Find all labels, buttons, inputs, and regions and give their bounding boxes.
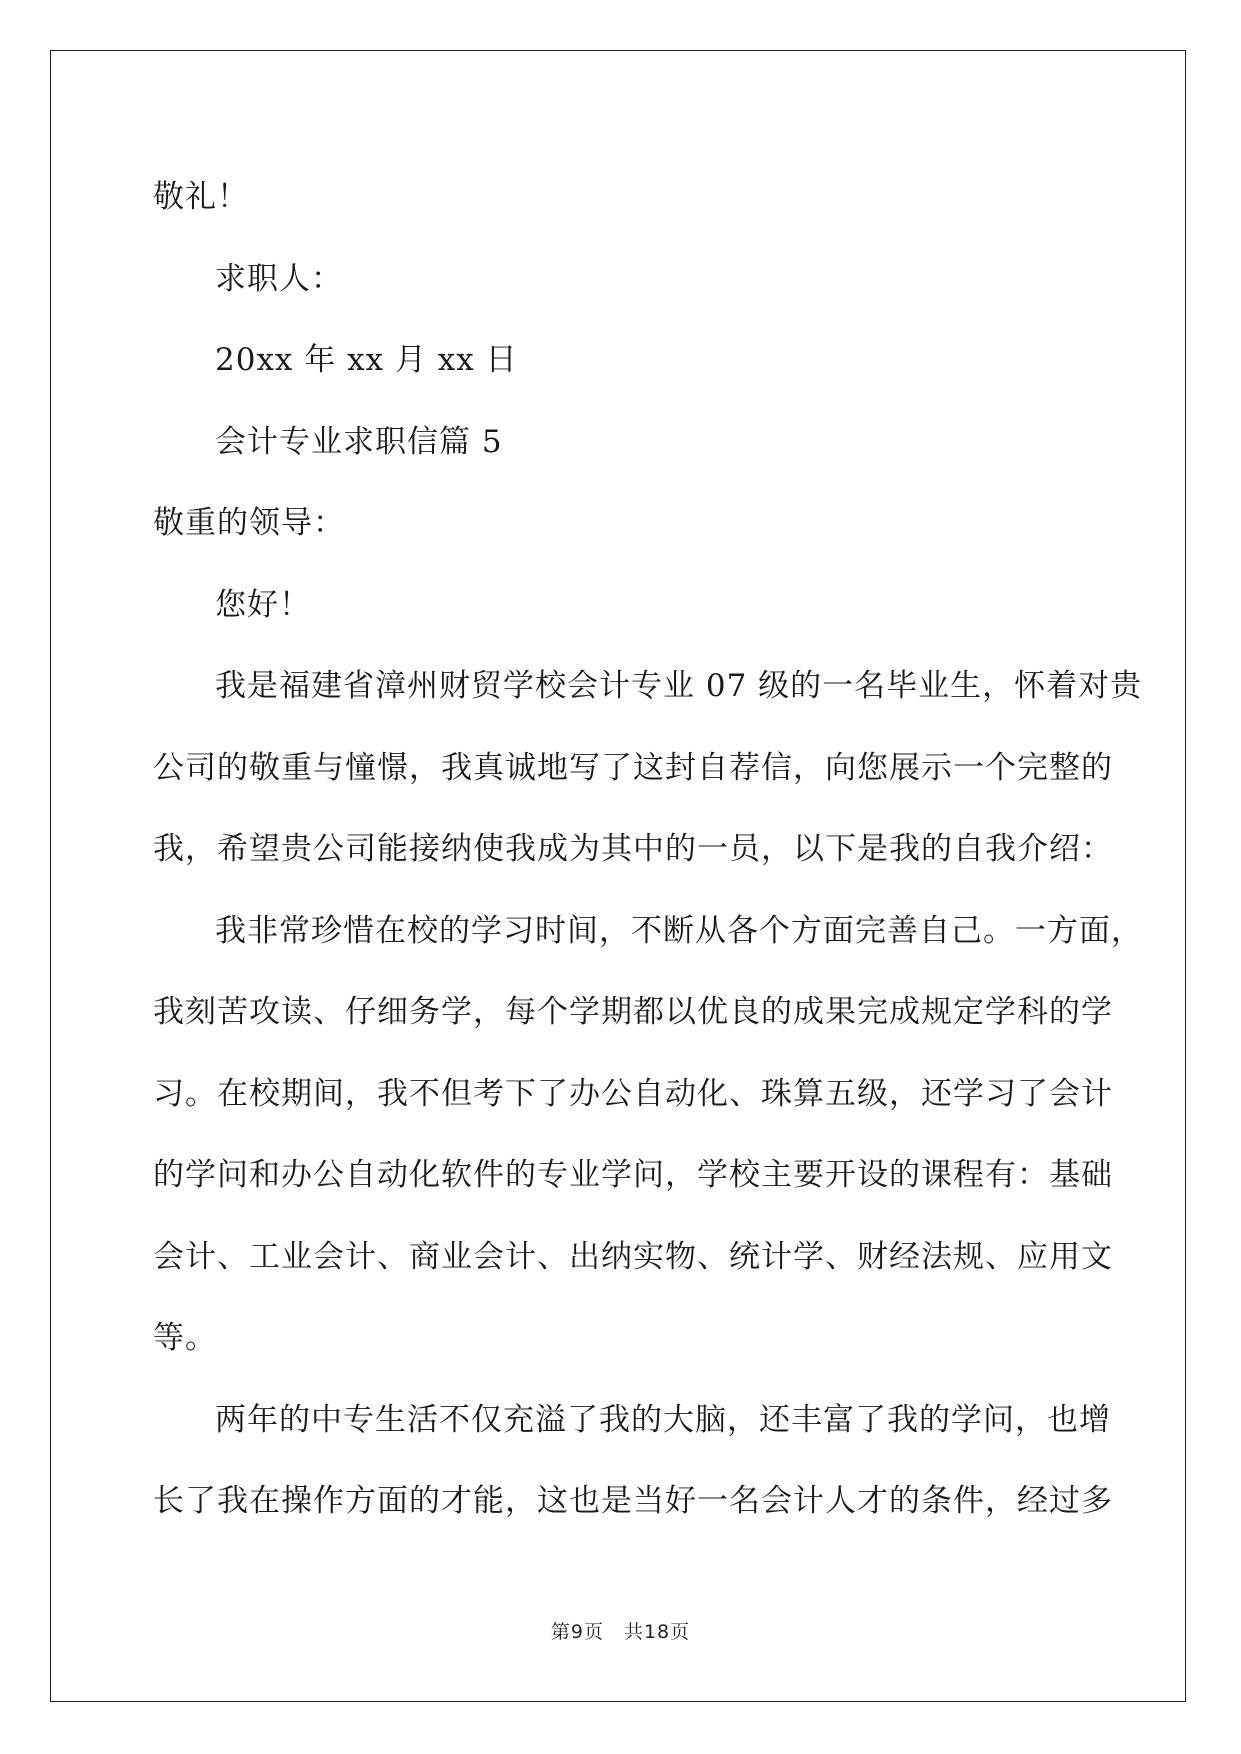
footer-prefix: 第 (550, 1621, 571, 1643)
page-footer (0, 1617, 1241, 1644)
document-body (153, 157, 1143, 1543)
text-line: 公司的敬重与憧憬，我真诚地写了这封自荐信，向您展示一个完整的 (153, 749, 1113, 786)
text-line: 习。在校期间，我不但考下了办公自动化、珠算五级，还学习了会计 (153, 1075, 1113, 1112)
text-line: 我非常珍惜在校的学习时间，不断从各个方面完善自己。一方面， (215, 912, 1143, 949)
text-line: 我刻苦攻读、仔细务学，每个学期都以优良的成果完成规定学科的学 (153, 994, 1113, 1030)
text-line: 我，希望贵公司能接纳使我成为其中的一员，以下是我的自我介绍： (153, 831, 1113, 867)
footer-middle: 页 共 (583, 1621, 644, 1643)
text-line: 长了我在操作方面的才能，这也是当好一名会计人才的条件，经过多 (153, 1483, 1113, 1519)
text-line: 敬礼！ (153, 179, 249, 215)
greeting: 您好！ (215, 586, 311, 623)
section-heading: 会计专业求职信篇 5 (215, 423, 503, 460)
text-line: 会计、工业会计、商业会计、出纳实物、统计学、财经法规、应用文 (153, 1238, 1113, 1275)
text-line: 我是福建省漳州财贸学校会计专业 07 级的一名毕业生，怀着对贵 (215, 668, 1143, 704)
text-line: 等。 (153, 1320, 217, 1356)
current-page-number: 9 (570, 1621, 584, 1643)
footer-suffix: 页 (670, 1621, 691, 1643)
text-line: 的学问和办公自动化软件的专业学问，学校主要开设的课程有：基础 (153, 1157, 1113, 1193)
salutation: 敬重的领导： (153, 505, 345, 541)
text-line: 两年的中专生活不仅充溢了我的大脑，还丰富了我的学问，也增 (215, 1401, 1111, 1438)
total-pages-number: 18 (643, 1621, 671, 1643)
text-line: 求职人： (215, 260, 343, 297)
text-line: 20xx 年 xx 月 xx 日 (215, 342, 518, 378)
